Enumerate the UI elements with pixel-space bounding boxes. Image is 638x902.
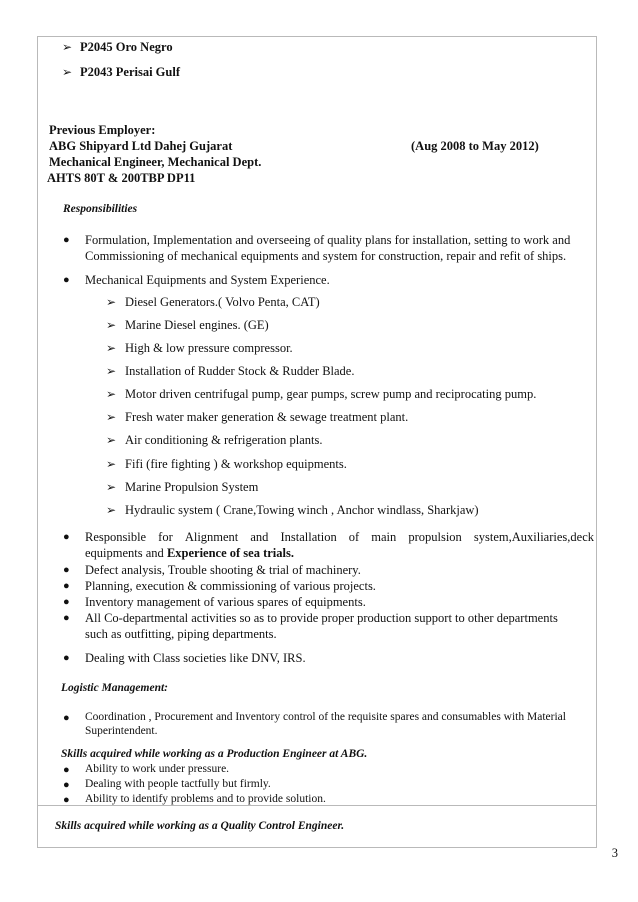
- logistic-heading: Logistic Management:: [61, 682, 169, 694]
- equipment-item: Marine Propulsion System: [125, 480, 259, 494]
- logistic-text: Superintendent.: [85, 725, 158, 737]
- employer-heading: Previous Employer:: [49, 123, 156, 137]
- employment-period: (Aug 2008 to May 2012): [411, 139, 539, 153]
- bullet-icon: ●: [63, 794, 70, 806]
- responsibility-text: Commissioning of mechanical equipments and system for construction, repair and refit of ships.: [85, 249, 567, 263]
- equipment-item: Marine Diesel engines. (GE): [125, 318, 269, 332]
- bullet-icon: ●: [63, 531, 70, 543]
- bullet-icon: ●: [63, 652, 70, 664]
- arrow-bullet-icon: ➢: [106, 318, 117, 332]
- equipment-item: Hydraulic system ( Crane,Towing winch , Anchor windlass, Sharkjaw): [125, 503, 479, 517]
- bullet-icon: ●: [63, 764, 70, 776]
- equipment-item: Fifi (fire fighting ) & workshop equipments.: [125, 457, 347, 471]
- project-item: P2043 Perisai Gulf: [80, 65, 180, 79]
- equipment-item: Motor driven centrifugal pump, gear pumps, screw pump and reciprocating pump.: [125, 387, 537, 401]
- project-item: P2045 Oro Negro: [80, 40, 173, 54]
- sea-trials-emphasis: Experience of sea trials.: [166, 546, 294, 560]
- responsibility-text: such as outfitting, piping departments.: [85, 627, 277, 641]
- employer-company: ABG Shipyard Ltd Dahej Gujarat: [49, 139, 233, 153]
- responsibility-text: Formulation, Implementation and overseeing of quality plans for installation, setting to work and: [85, 233, 571, 247]
- logistic-text: Coordination , Procurement and Inventory control of the requisite spares and consumables with Material: [85, 711, 566, 723]
- responsibilities-heading: Responsibilities: [63, 203, 138, 215]
- skill-item: Ability to work under pressure.: [85, 763, 230, 775]
- equipment-item: Installation of Rudder Stock & Rudder Blade.: [125, 364, 355, 378]
- employer-role: Mechanical Engineer, Mechanical Dept.: [49, 155, 262, 169]
- arrow-bullet-icon: ➢: [106, 480, 117, 494]
- responsibility-text: Defect analysis, Trouble shooting & trial of machinery.: [85, 563, 361, 577]
- responsibility-text: All Co-departmental activities so as to provide proper production support to other departments: [85, 611, 558, 625]
- skill-item: Ability to identify problems and to provide solution.: [85, 793, 326, 805]
- responsibility-text: Inventory management of various spares of equipments.: [85, 595, 366, 609]
- equipment-item: High & low pressure compressor.: [125, 341, 293, 355]
- page-number: 3: [611, 846, 618, 860]
- arrow-bullet-icon: ➢: [106, 295, 117, 309]
- arrow-bullet-icon: ➢: [106, 433, 117, 447]
- arrow-bullet-icon: ➢: [106, 410, 117, 424]
- bullet-icon: ●: [63, 234, 70, 246]
- employer-vessels: AHTS 80T & 200TBP DP11: [47, 171, 196, 185]
- responsibility-text: equipments and Experience of sea trials.: [85, 546, 294, 560]
- arrow-bullet-icon: ➢: [106, 457, 117, 471]
- responsibility-text: Responsible for Alignment and Installation of main propulsion system,Auxiliaries,deck: [85, 530, 594, 544]
- responsibility-text: Dealing with Class societies like DNV, IRS.: [85, 651, 306, 665]
- responsibility-text: Mechanical Equipments and System Experience.: [85, 273, 330, 287]
- arrow-bullet-icon: ➢: [62, 65, 73, 79]
- skills-production-heading: Skills acquired while working as a Production Engineer at ABG.: [61, 748, 368, 760]
- skill-item: Dealing with people tactfully but firmly.: [85, 778, 271, 790]
- bullet-icon: ●: [63, 612, 70, 624]
- bullet-icon: ●: [63, 564, 70, 576]
- arrow-bullet-icon: ➢: [106, 341, 117, 355]
- equipment-item: Air conditioning & refrigeration plants.: [125, 433, 323, 447]
- arrow-bullet-icon: ➢: [106, 364, 117, 378]
- skills-qc-heading: Skills acquired while working as a Quality Control Engineer.: [55, 820, 345, 832]
- bullet-icon: ●: [63, 779, 70, 791]
- responsibility-text: Planning, execution & commissioning of various projects.: [85, 579, 376, 593]
- equipment-item: Diesel Generators.( Volvo Penta, CAT): [125, 295, 320, 309]
- arrow-bullet-icon: ➢: [62, 40, 73, 54]
- bullet-icon: ●: [63, 274, 70, 286]
- arrow-bullet-icon: ➢: [106, 503, 117, 517]
- arrow-bullet-icon: ➢: [106, 387, 117, 401]
- bullet-icon: ●: [63, 712, 70, 724]
- equipment-item: Fresh water maker generation & sewage treatment plant.: [125, 410, 409, 424]
- bullet-icon: ●: [63, 580, 70, 592]
- bullet-icon: ●: [63, 596, 70, 608]
